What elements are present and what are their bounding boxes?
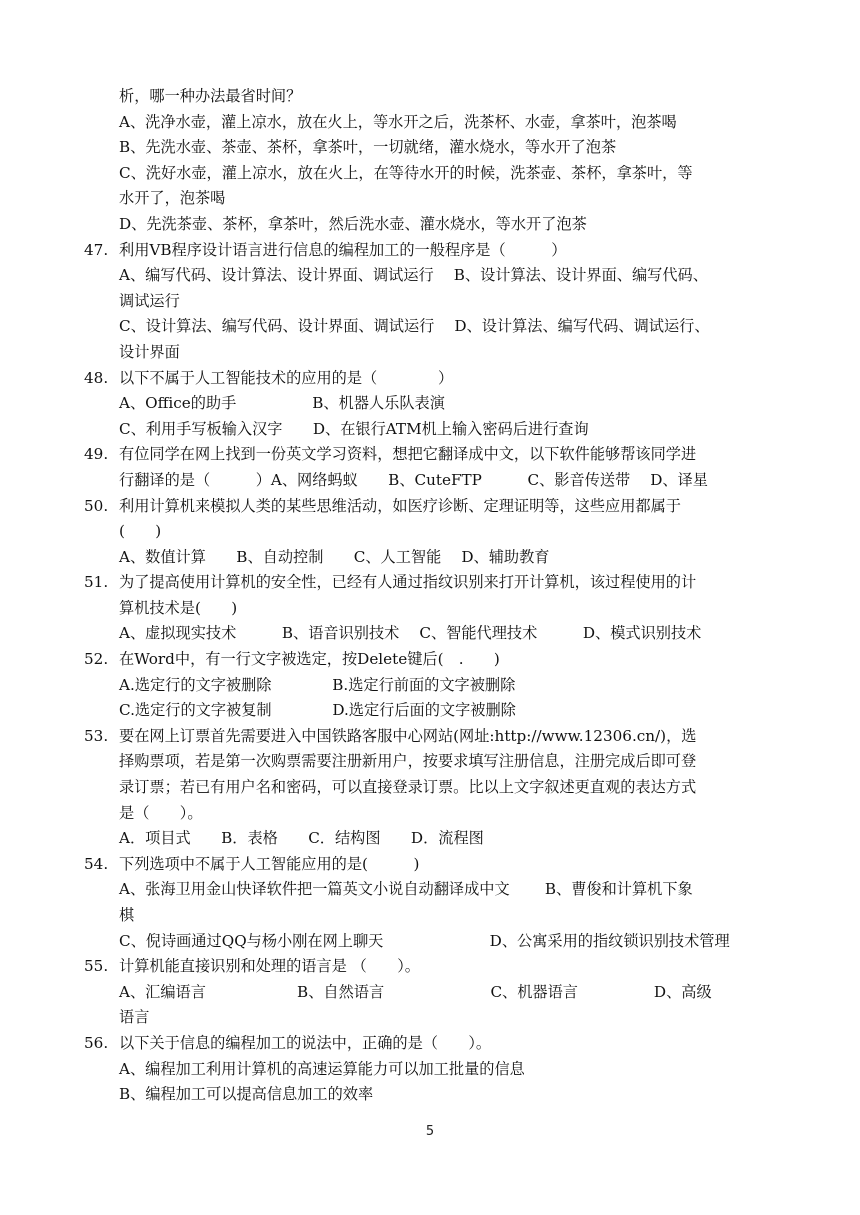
question-stem xyxy=(0,442,860,468)
line-text: ( ) xyxy=(119,522,162,541)
line-text: 行翻译的是（ ）A、网络蚂蚁 B、CuteFTP C、影音传送带 D、译星 xyxy=(119,470,708,489)
line-text: 利用VB程序设计语言进行信息的编程加工的一般程序是（ ） xyxy=(119,240,567,259)
line-text: 算机技术是( ) xyxy=(119,598,238,617)
option-line xyxy=(0,1057,860,1083)
line-text: 有位同学在网上找到一份英文学习资料，想把它翻译成中文，以下软件能够帮该同学进 xyxy=(119,445,697,464)
line-text: D、先洗茶壶、茶杯，拿茶叶，然后洗水壶、灌水烧水，等水开了泡茶 xyxy=(119,214,587,233)
option-line xyxy=(0,545,860,571)
question-number: 49. xyxy=(84,445,109,464)
option-line xyxy=(0,391,860,417)
line-text: A、数值计算 B、自动控制 C、人工智能 D、辅助教育 xyxy=(119,547,550,566)
question-stem xyxy=(0,954,860,980)
option-line xyxy=(0,340,860,366)
line-text: A.选定行的文字被删除 B.选定行前面的文字被删除 xyxy=(119,675,516,694)
question-number: 54. xyxy=(84,854,109,873)
line-text: 以下关于信息的编程加工的说法中，正确的是（ ）。 xyxy=(119,1033,492,1052)
line-text: 在Word中，有一行文字被选定，按Delete键后( . ) xyxy=(119,650,500,669)
question-stem xyxy=(0,1031,860,1057)
line-text: 为了提高使用计算机的安全性，已经有人通过指纹识别来打开计算机，该过程使用的计 xyxy=(119,573,697,592)
line-text: B、编程加工可以提高信息加工的效率 xyxy=(119,1085,374,1104)
question-stem xyxy=(0,647,860,673)
text-line xyxy=(0,84,860,110)
question-number: 47. xyxy=(84,240,109,259)
option-line xyxy=(0,596,860,622)
line-text: 要在网上订票首先需要进入中国铁路客服中心网站(网址:http://www.12306.cn/)，选 xyxy=(119,726,697,745)
question-number: 51. xyxy=(84,573,109,592)
line-text: A、编写代码、设计算法、设计界面、调试运行 B、设计算法、设计界面、编写代码、 xyxy=(119,266,708,285)
question-stem xyxy=(0,852,860,878)
question-stem xyxy=(0,570,860,596)
line-text: B、先洗水壶、茶壶、茶杯，拿茶叶，一切就绪，灌水烧水，等水开了泡茶 xyxy=(119,138,617,157)
line-text: 择购票项，若是第一次购票需要注册新用户，按要求填写注册信息，注册完成后即可登 xyxy=(119,752,697,771)
option-line xyxy=(0,903,860,929)
option-line xyxy=(0,929,860,955)
option-line xyxy=(0,980,860,1006)
question-number: 55. xyxy=(84,957,109,976)
line-text: A．项目式 B．表格 C．结构图 D．流程图 xyxy=(119,829,484,848)
option-line xyxy=(0,161,860,187)
line-text: 录订票；若已有用户名和密码，可以直接登录订票。比以上文字叙述更直观的表达方式 xyxy=(119,778,697,797)
line-text: 棋 xyxy=(119,906,135,924)
question-number: 48. xyxy=(84,368,109,387)
question-stem xyxy=(0,494,860,520)
question-number: 53. xyxy=(84,726,109,745)
option-line xyxy=(0,519,860,545)
option-line xyxy=(0,698,860,724)
line-text: C、洗好水壶，灌上凉水，放在火上，在等待水开的时候，洗茶壶、茶杯，拿茶叶，等 xyxy=(119,163,693,182)
line-text: 语言 xyxy=(119,1008,150,1027)
line-text: C、利用手写板输入汉字 D、在银行ATM机上输入密码后进行查询 xyxy=(119,419,589,438)
line-text: A、张海卫用金山快译软件把一篇英文小说自动翻译成中文 B、曹俊和计算机下象 xyxy=(119,880,693,899)
line-text: 是（ ）。 xyxy=(119,803,203,822)
question-stem xyxy=(0,238,860,264)
line-text: A、虚拟现实技术 B、语音识别技术 C、智能代理技术 D、模式识别技术 xyxy=(119,624,702,643)
option-line xyxy=(0,1082,860,1108)
line-text: A、编程加工利用计算机的高速运算能力可以加工批量的信息 xyxy=(119,1059,525,1078)
line-text: 水开了，泡茶喝 xyxy=(119,189,226,208)
line-text: 下列选项中不属于人工智能应用的是( ) xyxy=(119,854,420,873)
line-text: A、Office的助手 B、机器人乐队表演 xyxy=(119,394,445,413)
line-text: 计算机能直接识别和处理的语言是 （ ）。 xyxy=(119,957,420,976)
line-text: 利用计算机来模拟人类的某些思维活动，如医疗诊断、定理证明等，这些应用都属于 xyxy=(119,496,681,515)
option-line xyxy=(0,314,860,340)
option-line xyxy=(0,1005,860,1031)
option-line xyxy=(0,468,860,494)
option-line xyxy=(0,417,860,443)
option-line xyxy=(0,775,860,801)
option-line xyxy=(0,289,860,315)
page-number: 5 xyxy=(425,1124,435,1139)
option-line xyxy=(0,212,860,238)
option-line xyxy=(0,186,860,212)
line-text: 析，哪一种办法最省时间？ xyxy=(119,87,302,105)
option-line xyxy=(0,621,860,647)
question-number: 50. xyxy=(84,496,109,515)
line-text: C、倪诗画通过QQ与杨小刚在网上聊天 D、公寓采用的指纹锁识别技术管理 xyxy=(119,931,730,950)
line-text: 调试运行 xyxy=(119,291,180,310)
line-text: 设计界面 xyxy=(119,342,180,361)
question-number: 56. xyxy=(84,1033,109,1052)
line-text: A、汇编语言 B、自然语言 C、机器语言 D、高级 xyxy=(119,982,712,1001)
option-line xyxy=(0,135,860,161)
question-number: 52. xyxy=(84,650,109,669)
line-text: A、洗净水壶，灌上凉水，放在火上，等水开之后，洗茶杯、水壶，拿茶叶，泡茶喝 xyxy=(119,112,677,131)
line-text: C、设计算法、编写代码、设计界面、调试运行 D、设计算法、编写代码、调试运行、 xyxy=(119,317,710,336)
question-stem xyxy=(0,724,860,750)
option-line xyxy=(0,826,860,852)
option-line xyxy=(0,110,860,136)
option-line xyxy=(0,263,860,289)
question-stem xyxy=(0,366,860,392)
line-text: 以下不属于人工智能技术的应用的是（ ） xyxy=(119,368,454,387)
option-line xyxy=(0,877,860,903)
option-line xyxy=(0,749,860,775)
option-line xyxy=(0,673,860,699)
option-line xyxy=(0,801,860,827)
line-text: C.选定行的文字被复制 D.选定行后面的文字被删除 xyxy=(119,701,516,720)
